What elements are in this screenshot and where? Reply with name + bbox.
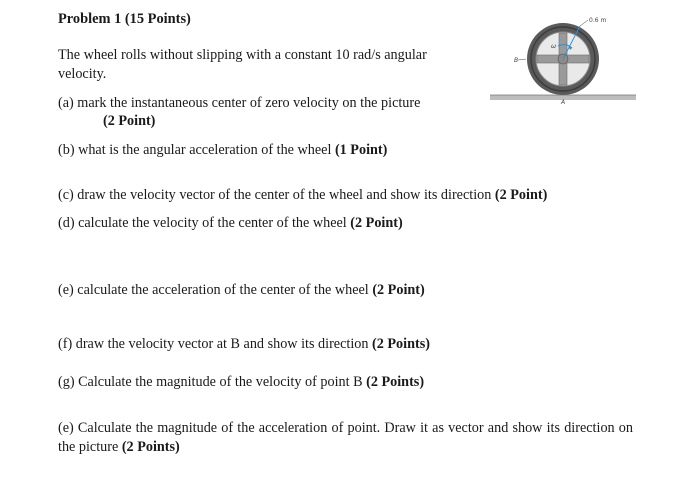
question-e-points: (2 Point) bbox=[372, 282, 425, 298]
question-c bbox=[58, 186, 547, 204]
problem-intro: The wheel rolls without slipping with a constant 10 rad/s angular velocity. bbox=[58, 47, 427, 82]
point-a-label: A bbox=[561, 99, 566, 106]
wheel-figure bbox=[488, 10, 638, 112]
question-e-text: (e) calculate the acceleration of the center of the wheel bbox=[58, 282, 369, 298]
omega-label: ω bbox=[551, 43, 557, 50]
question-b-points: (1 Point) bbox=[334, 142, 388, 158]
question-a: (a) mark the instantaneous center of zero velocity on the picture bbox=[58, 95, 421, 111]
question-c-text: (c) draw the velocity vector of the center of the wheel and show its direction bbox=[58, 187, 492, 203]
question-f-text: (f) draw the velocity vector at B and show its direction bbox=[58, 336, 369, 352]
point-b-label: B bbox=[514, 57, 519, 64]
question-f bbox=[58, 335, 430, 353]
question-g-text: (g) Calculate the magnitude of the velocity of point B bbox=[58, 374, 363, 390]
question-e-acceleration bbox=[58, 419, 633, 457]
question-d-points: (2 Point) bbox=[350, 215, 403, 231]
question-d-text: (d) calculate the velocity of the center of the wheel bbox=[58, 215, 347, 231]
radius-label: 0.6 m bbox=[589, 17, 607, 24]
question-d bbox=[58, 214, 403, 232]
question-a-points: (2 Point) bbox=[103, 113, 156, 129]
problem-title: Problem 1 (15 Points) bbox=[58, 11, 191, 27]
question-g-points: (2 Points) bbox=[366, 374, 425, 390]
question-b bbox=[58, 141, 387, 159]
question-e2-text: (e) Calculate the magnitude of the acceleration of point. Draw it as vector and show its direction on the picture bbox=[58, 420, 633, 455]
question-g bbox=[58, 373, 424, 391]
question-e2-points: (2 Points) bbox=[121, 439, 180, 455]
question-e bbox=[58, 281, 425, 299]
question-f-points: (2 Points) bbox=[372, 336, 430, 352]
question-b-text: (b) what is the angular acceleration of the wheel bbox=[58, 142, 332, 158]
question-c-points: (2 Point) bbox=[494, 187, 548, 203]
